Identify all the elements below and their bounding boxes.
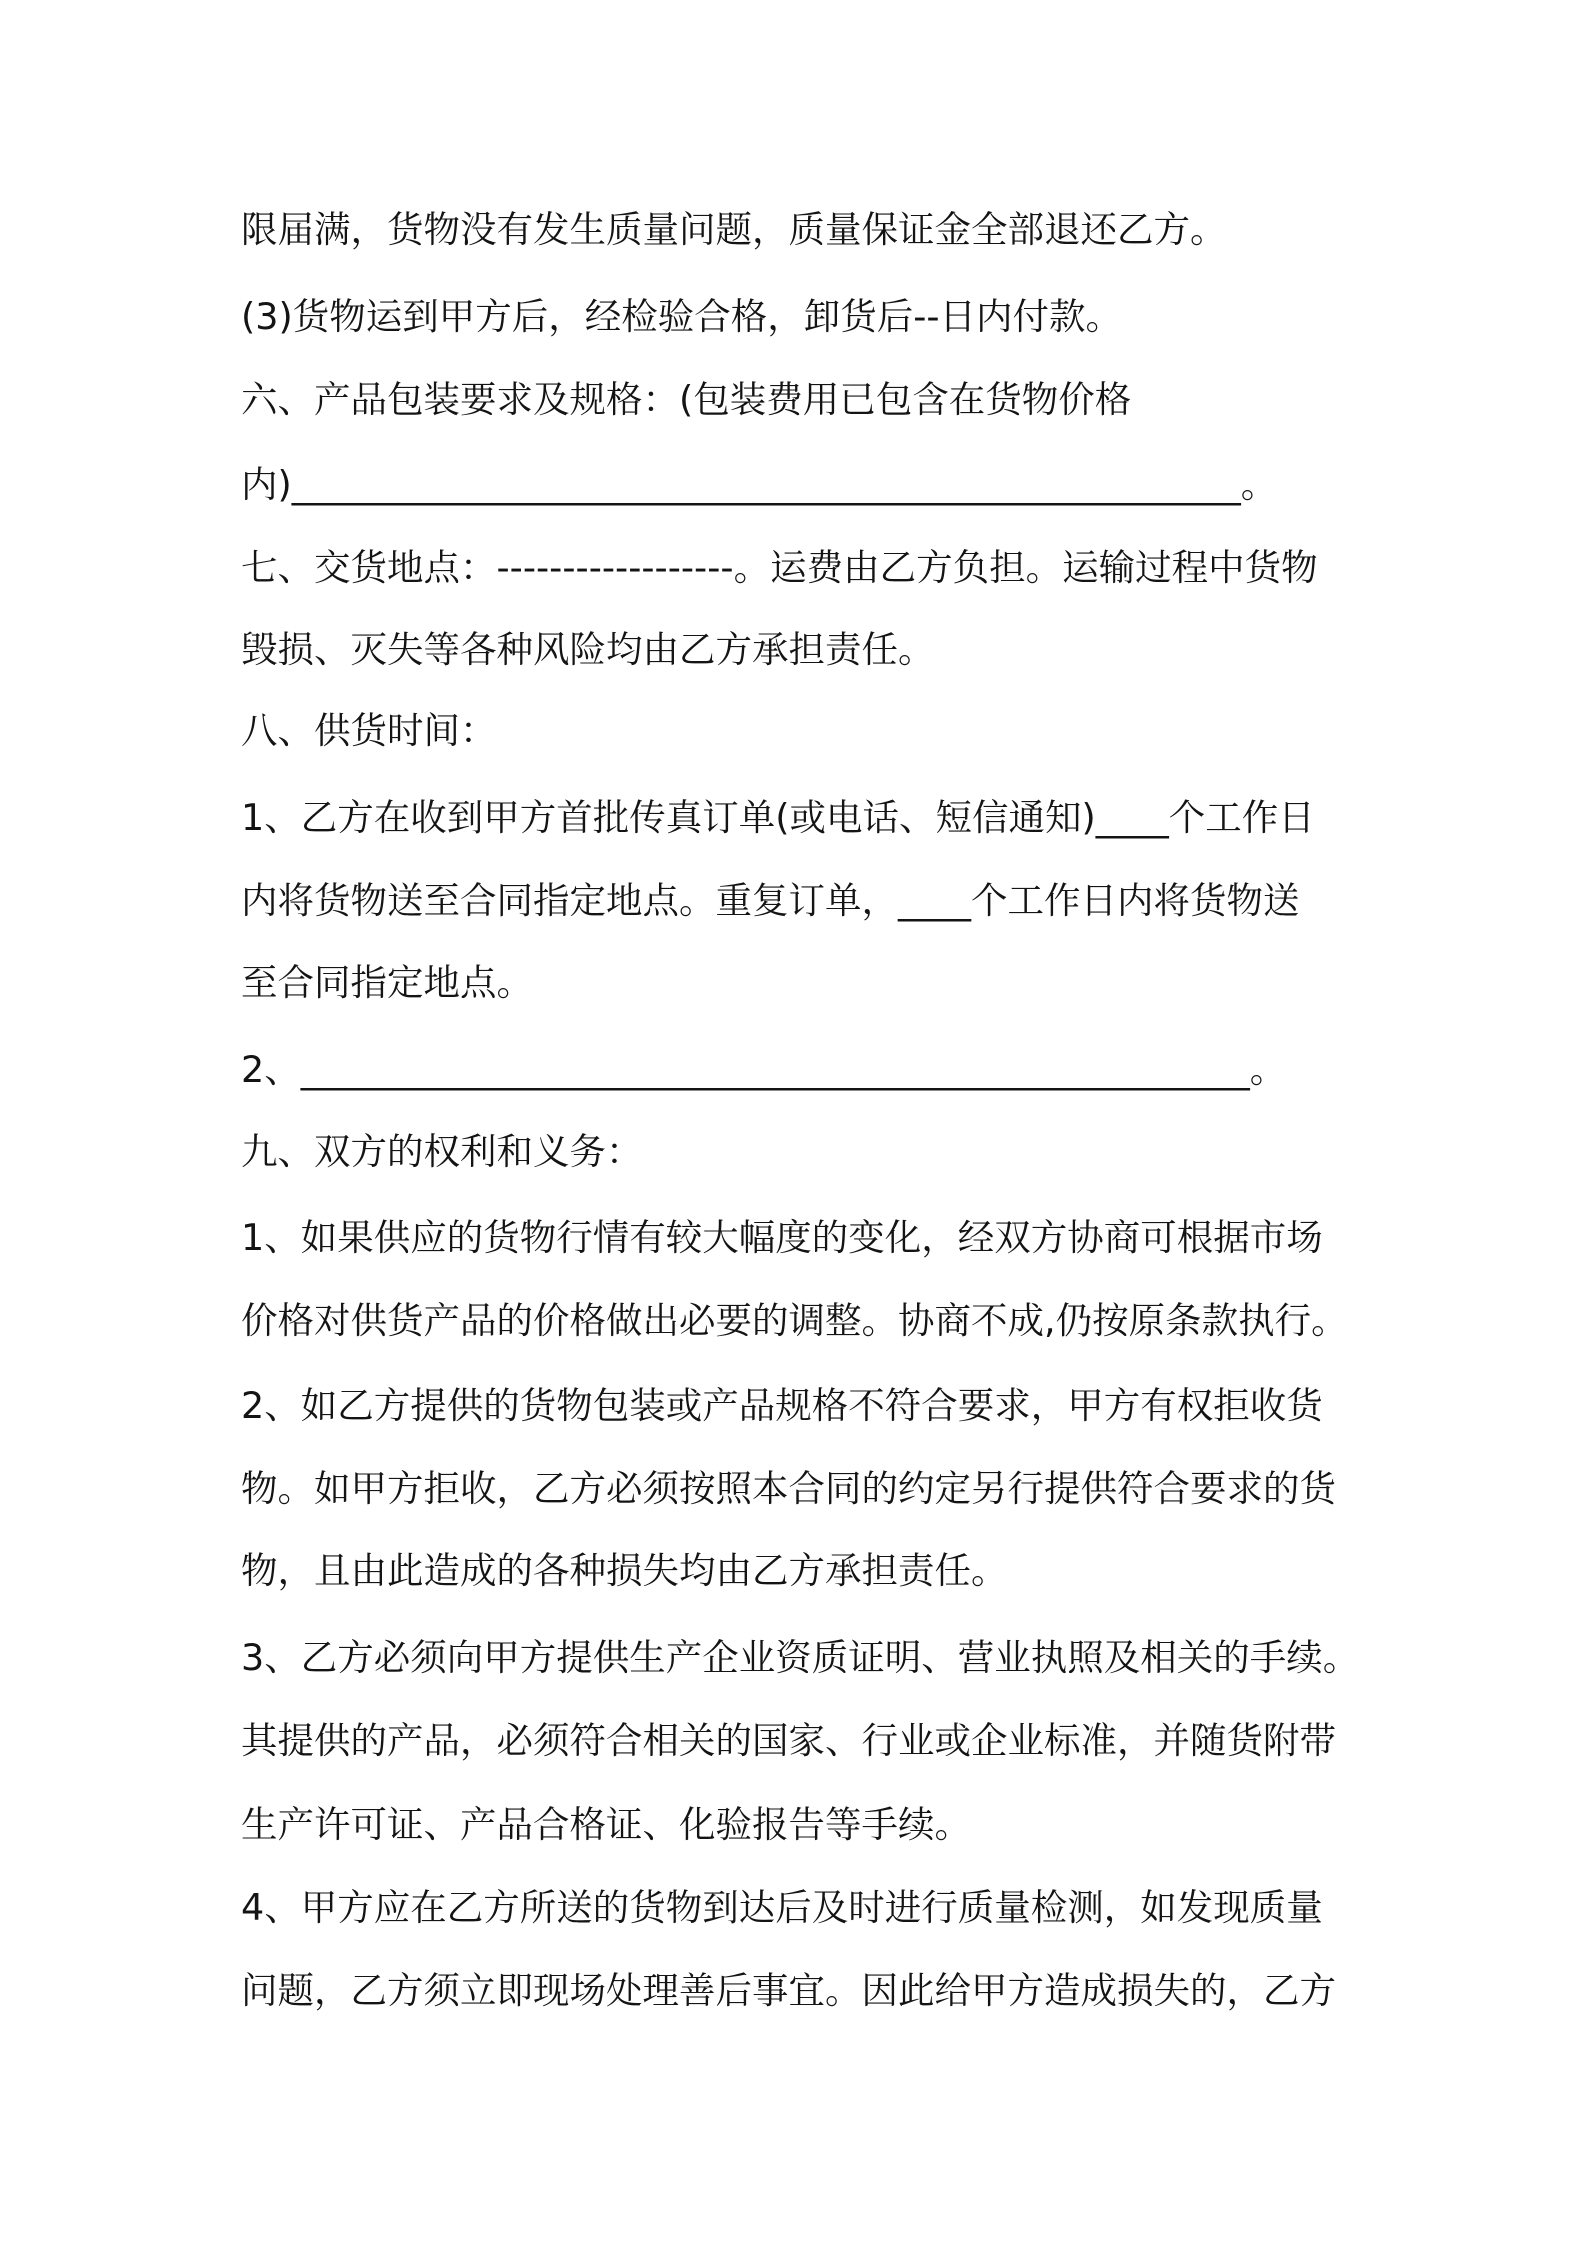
text-line: 物。如甲方拒收，乙方必须按照本合同的约定另行提供符合要求的货 xyxy=(241,1467,1336,1510)
text-line: 物，且由此造成的各种损失均由乙方承担责任。 xyxy=(241,1549,1008,1592)
text-line: 其提供的产品，必须符合相关的国家、行业或企业标准，并随货附带 xyxy=(241,1719,1336,1762)
text-line: 1、乙方在收到甲方首批传真订单(或电话、短信通知)____个工作日 xyxy=(241,796,1315,839)
text-line: 2、____________________________________________________。 xyxy=(241,1048,1287,1091)
text-line: 2、如乙方提供的货物包装或产品规格不符合要求，甲方有权拒收货 xyxy=(241,1384,1323,1427)
text-line: 内)____________________________________________________。 xyxy=(241,463,1278,506)
text-line: 1、如果供应的货物行情有较大幅度的变化，经双方协商可根据市场 xyxy=(241,1216,1323,1259)
text-line: 至合同指定地点。 xyxy=(241,961,533,1004)
text-line: 问题，乙方须立即现场处理善后事宜。因此给甲方造成损失的，乙方 xyxy=(241,1969,1336,2012)
text-line: 六、产品包装要求及规格：(包装费用已包含在货物价格 xyxy=(241,378,1132,421)
text-line: 毁损、灭失等各种风险均由乙方承担责任。 xyxy=(241,628,935,671)
text-line: 九、双方的权利和义务： xyxy=(241,1130,643,1173)
text-line: 4、甲方应在乙方所送的货物到达后及时进行质量检测，如发现质量 xyxy=(241,1886,1323,1929)
text-line: 内将货物送至合同指定地点。重复订单，____个工作日内将货物送 xyxy=(241,879,1300,922)
text-line: 生产许可证、产品合格证、化验报告等手续。 xyxy=(241,1803,971,1846)
text-line: 价格对供货产品的价格做出必要的调整。协商不成,仍按原条款执行。 xyxy=(241,1299,1348,1342)
text-line: 限届满，货物没有发生质量问题，质量保证金全部退还乙方。 xyxy=(241,208,1227,251)
text-line: (3)货物运到甲方后，经检验合格，卸货后--日内付款。 xyxy=(241,295,1123,338)
text-line: 七、交货地点：------------------。运费由乙方负担。运输过程中货物 xyxy=(241,546,1318,589)
text-line: 八、供货时间： xyxy=(241,709,497,752)
text-line: 3、乙方必须向甲方提供生产企业资质证明、营业执照及相关的手续。 xyxy=(241,1636,1360,1679)
